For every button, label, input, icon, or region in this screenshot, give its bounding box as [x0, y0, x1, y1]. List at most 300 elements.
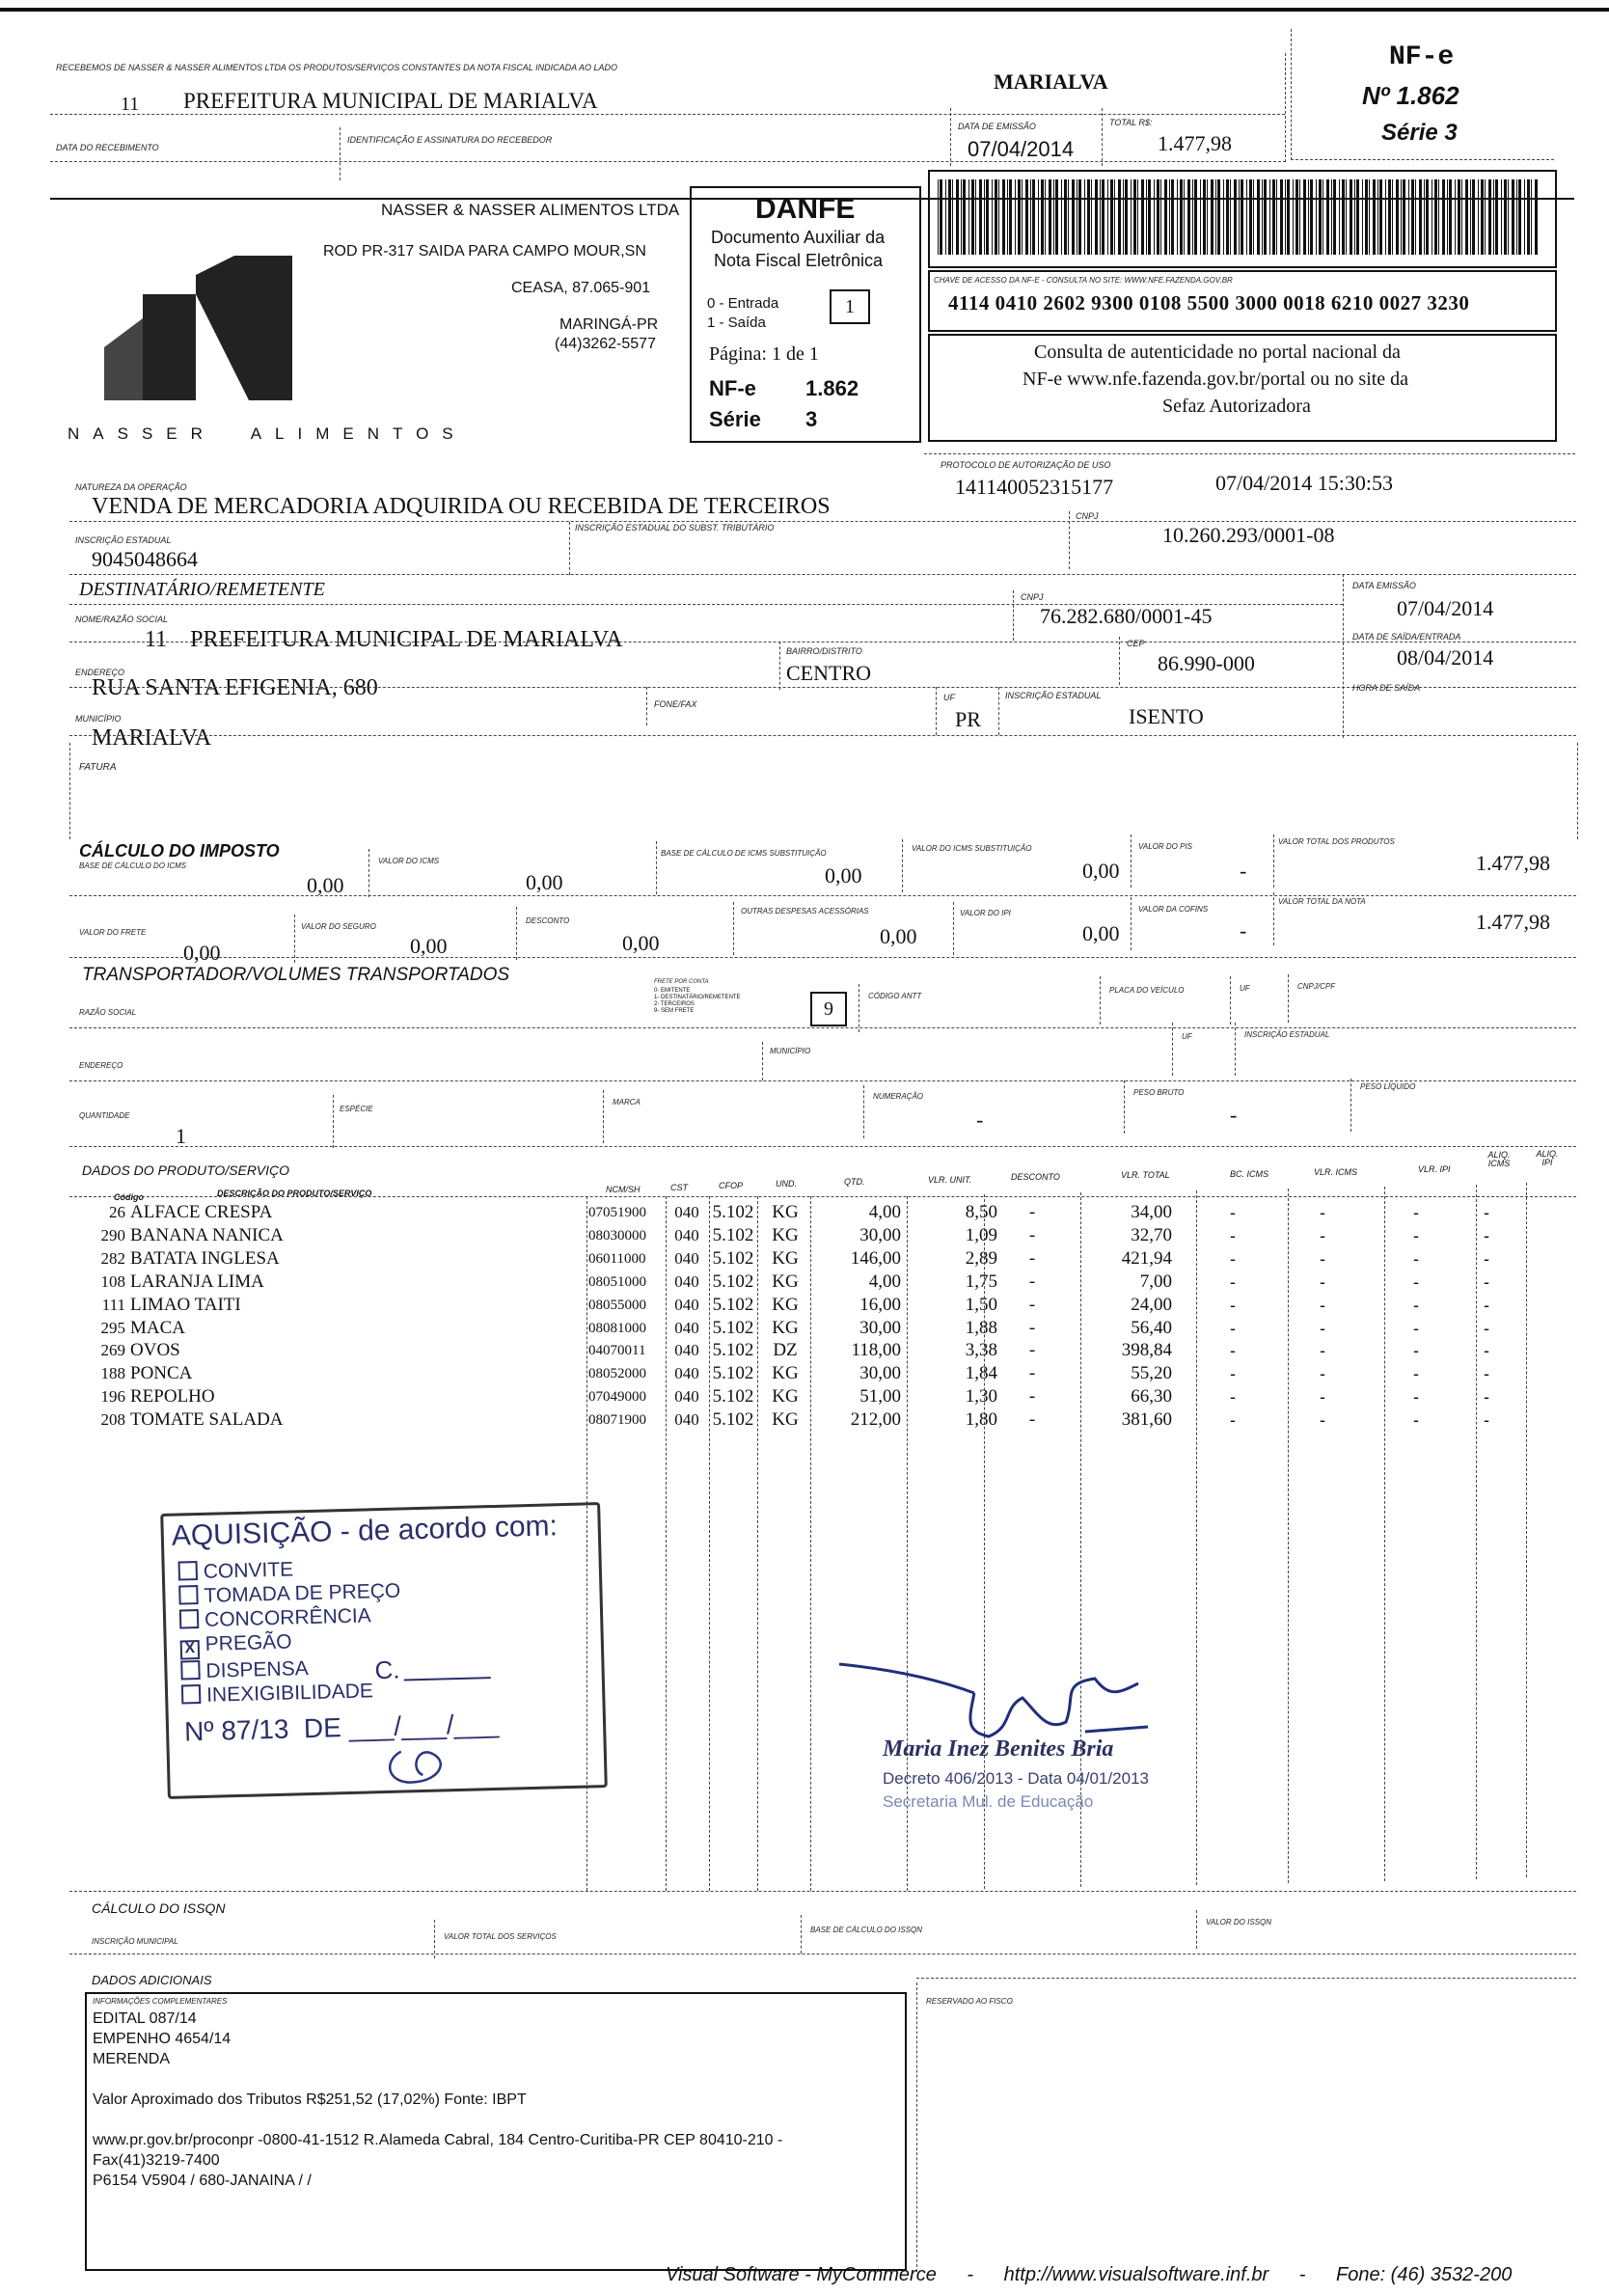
numbering-value: -: [976, 1107, 984, 1132]
cell-dash: -: [1230, 1318, 1236, 1338]
barcode-bar: [1262, 179, 1263, 255]
freight-value-box: [810, 992, 847, 1026]
protocol-number: 141140052315177: [955, 475, 1114, 499]
additional-line: Fax(41)3219-7400: [93, 2152, 220, 2169]
barcode-bar: [1419, 179, 1422, 255]
barcode-bar: [1408, 179, 1409, 255]
barcode-bar: [1516, 179, 1517, 255]
ipi-label: VALOR DO IPI: [960, 909, 1011, 917]
barcode-bar: [1061, 179, 1062, 255]
cell-total: 381,60: [1121, 1409, 1172, 1431]
rec-vline-right: [1343, 574, 1344, 738]
barcode-bar: [1424, 179, 1425, 255]
barcode-bar: [1207, 179, 1208, 255]
col-line-aliq: [1476, 1185, 1477, 1879]
discount-value: 0,00: [622, 931, 660, 955]
table-row: [96, 1385, 1582, 1408]
cell-ncm: 08055000: [588, 1297, 646, 1313]
invoice-box: [69, 743, 1578, 839]
company-label: RAZÃO SOCIAL: [79, 1008, 137, 1017]
cell-price: 1,09: [965, 1224, 997, 1245]
cell-dash: -: [1413, 1341, 1419, 1361]
receipt-divider: [50, 114, 1285, 115]
recipient-district: CENTRO: [786, 661, 871, 685]
barcode-bar: [1123, 179, 1124, 255]
cell-unit: DZ: [773, 1340, 798, 1361]
insurance-label: VALOR DO SEGURO: [301, 922, 376, 931]
issqn-v3: [1196, 1910, 1197, 1949]
barcode-bar: [1287, 179, 1290, 255]
barcode-bar: [1030, 179, 1031, 255]
barcode-bar: [1091, 179, 1092, 255]
barcode-bar: [1072, 179, 1075, 255]
cell-cst: 040: [674, 1410, 699, 1430]
barcode-bar: [1203, 179, 1206, 255]
barcode-bar: [1102, 179, 1104, 255]
rec-vline-cnpj: [1013, 590, 1014, 641]
tax-v4: [1131, 834, 1132, 888]
table-row: [96, 1201, 1582, 1224]
issuer-phone: (44)3262-5577: [555, 336, 656, 352]
barcode-bar: [1264, 179, 1267, 255]
cell-unit: KG: [772, 1317, 799, 1338]
additional-line: [93, 2069, 782, 2090]
cell-cst: 040: [674, 1248, 699, 1268]
th-unit: UND.: [776, 1179, 797, 1189]
cell-qty: 16,00: [859, 1294, 901, 1315]
tax-v5: [1273, 834, 1274, 888]
tr-line-1: [69, 1027, 1576, 1028]
cell-desc: MACA: [130, 1317, 186, 1338]
cell-total: 55,20: [1131, 1363, 1172, 1384]
barcode-bar: [1217, 179, 1220, 255]
issqn-topline: [69, 1891, 1576, 1892]
cell-ncm: 08071900: [588, 1412, 646, 1429]
barcode-bar: [992, 179, 993, 255]
tax-section: CÁLCULO DO IMPOSTO: [79, 841, 280, 861]
cell-dash: -: [1230, 1271, 1236, 1292]
barcode-bar: [1272, 179, 1275, 255]
barcode-bar: [1356, 179, 1359, 255]
cell-dash: -: [1413, 1410, 1419, 1431]
receipt-text: RECEBEMOS DE NASSER & NASSER ALIMENTOS LTDA OS PRODUTOS/SERVIÇOS CONSTANTES DA NOTA FISCAL INDICADA AO LADO: [56, 63, 617, 72]
barcode-bar: [1211, 179, 1214, 255]
danfe-page: Página: 1 de 1: [709, 343, 819, 365]
col-line-unit: [757, 1196, 758, 1891]
cell-total: 66,30: [1131, 1386, 1172, 1408]
recipient-section: DESTINATÁRIO/REMETENTE: [79, 579, 325, 600]
tr-line-3: [69, 1146, 1576, 1147]
date-received-label: DATA DO RECEBIMENTO: [56, 143, 159, 152]
barcode-bar: [1095, 179, 1098, 255]
freight-opt-2: 2- TERCEIROS: [654, 1001, 695, 1007]
barcode-bar: [1293, 179, 1294, 255]
barcode-bar: [1087, 179, 1090, 255]
barcode-bar: [1495, 179, 1498, 255]
receipt-vline-3: [1102, 108, 1103, 166]
barcode-bar: [1148, 179, 1151, 255]
receiver-code: 11: [121, 94, 140, 115]
barcode-bar: [1041, 179, 1044, 255]
th-desc: DESCRIÇÃO DO PRODUTO/SERVIÇO: [217, 1189, 372, 1198]
cell-qty: 4,00: [868, 1202, 901, 1222]
barcode-bar: [979, 179, 982, 255]
cell-price: 8,50: [965, 1202, 997, 1222]
phone-label: FONE/FAX: [654, 699, 697, 709]
rec-vline-uf: [936, 687, 937, 735]
danfe-subtitle-2: Nota Fiscal Eletrônica: [714, 251, 884, 270]
cell-total: 7,00: [1139, 1271, 1172, 1292]
barcode-bar: [1388, 179, 1391, 255]
cell-discount: -: [1028, 1317, 1036, 1338]
cell-dash: -: [1484, 1341, 1489, 1361]
cell-price: 1,88: [965, 1317, 997, 1338]
base-st: 0,00: [825, 863, 862, 888]
col-line-ipi: [1384, 1187, 1385, 1881]
barcode-bar: [1392, 179, 1393, 255]
th-bc-icms: BC. ICMS: [1230, 1169, 1269, 1179]
cell-total: 32,70: [1131, 1224, 1172, 1245]
barcode-bar: [1535, 179, 1538, 255]
cnpj-label: CNPJ: [1076, 511, 1099, 521]
qty-value: 1: [176, 1124, 186, 1148]
issuer-district: CEASA, 87.065-901: [511, 280, 651, 296]
ipi-value: 0,00: [1082, 921, 1120, 945]
tr-v11: [1124, 1080, 1125, 1134]
cell-dash: -: [1230, 1295, 1236, 1315]
th-code: Código: [114, 1192, 144, 1202]
cell-price: 1,84: [965, 1363, 997, 1384]
cell-unit: KG: [772, 1386, 799, 1408]
barcode-bar: [1472, 179, 1475, 255]
barcode-bar: [1524, 179, 1525, 255]
cell-total: 56,40: [1131, 1317, 1172, 1338]
other-value: 0,00: [880, 924, 917, 948]
table-row: [96, 1317, 1582, 1340]
barcode-bar: [1385, 179, 1386, 255]
barcode-bar: [1299, 179, 1300, 255]
pis-label: VALOR DO PIS: [1138, 842, 1193, 851]
table-row: [96, 1362, 1582, 1385]
col-line-cfop: [709, 1196, 710, 1891]
nfe-top-label: NF-e: [1389, 42, 1455, 72]
barcode-bar: [998, 179, 999, 255]
cell-discount: -: [1028, 1224, 1036, 1245]
barcode-bar: [952, 179, 953, 255]
cell-code: 26: [109, 1203, 125, 1221]
barcode-bar: [1160, 179, 1161, 255]
cell-qty: 30,00: [859, 1317, 901, 1338]
cell-cfop: 5.102: [712, 1340, 754, 1361]
barcode-bar: [1200, 179, 1201, 255]
barcode-bar: [1025, 179, 1028, 255]
barcode-bar: [940, 179, 942, 255]
barcode-bar: [1038, 179, 1039, 255]
col-line-icms: [1288, 1189, 1289, 1883]
th-vlr-icms: VLR. ICMS: [1314, 1167, 1358, 1177]
tr-v8: [333, 1095, 334, 1148]
cell-dash: -: [1413, 1203, 1419, 1222]
freight-value-text: 9: [824, 998, 833, 1020]
barcode-bar: [956, 179, 959, 255]
stamp-option-label: CONVITE: [203, 1558, 294, 1583]
danfe-title: DANFE: [755, 193, 856, 225]
additional-line: Valor Aproximado dos Tributos R$251,52 (17,02%) Fonte: IBPT: [93, 2091, 527, 2108]
receipt-vline-2: [950, 108, 951, 166]
cell-dash: -: [1230, 1203, 1236, 1222]
recipient-uf: PR: [955, 707, 981, 731]
barcode-bar: [1362, 179, 1363, 255]
products-header-line: [69, 1196, 1576, 1197]
ie-st-label: INSCRIÇÃO ESTADUAL DO SUBST. TRIBUTÁRIO: [575, 523, 775, 533]
base-icms: 0,00: [307, 873, 344, 897]
th-vlr-ipi: VLR. IPI: [1418, 1164, 1451, 1174]
cell-dash: -: [1413, 1318, 1419, 1338]
table-row: [96, 1271, 1582, 1294]
gross-value: -: [1230, 1103, 1238, 1127]
barcode-bar: [1230, 179, 1231, 255]
additional-section: DADOS ADICIONAIS: [92, 1973, 212, 1987]
barcode-bar: [961, 179, 962, 255]
barcode-bar: [995, 179, 997, 255]
barcode-bar: [1350, 179, 1352, 255]
cell-cfop: 5.102: [712, 1317, 754, 1338]
barcode-bar: [1411, 179, 1414, 255]
products-section: DADOS DO PRODUTO/SERVIÇO: [82, 1162, 289, 1178]
ie-label: INSCRIÇÃO ESTADUAL: [75, 535, 172, 545]
cell-code: 269: [100, 1341, 125, 1360]
additional-line: MERENDA: [93, 2051, 171, 2067]
issqn-base-label: BASE DE CÁLCULO DO ISSQN: [810, 1926, 923, 1934]
op-line-2: [69, 574, 1576, 575]
rec-line-2: [69, 687, 1576, 688]
footer-sep-2: -: [1298, 2264, 1306, 2285]
rec-vline-ie: [998, 687, 999, 735]
tax-v10: [1131, 897, 1132, 950]
barcode-bar: [1169, 179, 1170, 255]
barcode-bar: [1458, 179, 1460, 255]
danfe-nfe-number: 1.862: [805, 376, 859, 400]
barcode-bar: [1002, 179, 1005, 255]
barcode-bar: [1442, 179, 1445, 255]
nfe-top-number: Nº 1.862: [1362, 81, 1459, 110]
exit-label: DATA DE SAÍDA/ENTRADA: [1352, 632, 1461, 642]
barcode-bar: [1504, 179, 1507, 255]
cell-qty: 4,00: [868, 1271, 901, 1292]
emission-date: 07/04/2014: [1397, 596, 1494, 620]
danfe-nfe-label: NF-e: [709, 376, 756, 400]
barcode-bar: [1007, 179, 1008, 255]
cell-qty: 146,00: [850, 1247, 901, 1269]
cell-total: 34,00: [1131, 1202, 1172, 1222]
insurance-value: 0,00: [410, 934, 448, 958]
top-black-line: [0, 8, 1609, 12]
cnpj-value: 10.260.293/0001-08: [1162, 523, 1335, 547]
barcode-bar: [1377, 179, 1378, 255]
footer-software: Visual Software - MyCommerce: [666, 2264, 937, 2285]
cell-unit: KG: [772, 1294, 799, 1315]
barcode-bar: [1084, 179, 1085, 255]
cell-total: 24,00: [1131, 1294, 1172, 1315]
cell-cst: 040: [674, 1364, 699, 1383]
cell-dash: -: [1230, 1387, 1236, 1408]
stamp-option-label: DISPENSA: [205, 1657, 309, 1682]
barcode-bar: [1234, 179, 1237, 255]
tax-v7: [516, 907, 517, 960]
stamp-c-line: [404, 1677, 491, 1681]
receiver-name: PREFEITURA MUNICIPAL DE MARIALVA: [183, 89, 598, 113]
signature-name: Maria Inez Benites Bria: [883, 1736, 1114, 1762]
barcode-bar: [971, 179, 974, 255]
barcode-bar: [945, 179, 946, 255]
danfe-entrada: 0 - Entrada: [707, 295, 779, 312]
barcode-bar: [968, 179, 969, 255]
stamp-c-label: C.: [374, 1654, 400, 1685]
cell-qty: 30,00: [859, 1363, 901, 1384]
signature-label: IDENTIFICAÇÃO E ASSINATURA DO RECEBEDOR: [347, 135, 553, 145]
transport-city-label: MUNICÍPIO: [770, 1047, 811, 1055]
cell-dash: -: [1230, 1410, 1236, 1431]
danfe-type-value: 1: [845, 296, 855, 317]
col-line-bc: [1196, 1190, 1197, 1885]
cell-ncm: 07051900: [588, 1205, 646, 1220]
consult-line-3: Sefaz Autorizadora: [1162, 396, 1311, 417]
barcode-bar: [1426, 179, 1429, 255]
tax-v11: [1273, 892, 1274, 945]
tax-line-2: [69, 957, 1576, 958]
cell-dash: -: [1484, 1387, 1489, 1408]
barcode-bar: [1346, 179, 1347, 255]
cell-dash: -: [1230, 1248, 1236, 1269]
cell-dash: -: [1484, 1295, 1489, 1315]
th-cfop: CFOP: [719, 1181, 744, 1190]
cell-dash: -: [1413, 1364, 1419, 1384]
tr-v7: [1235, 1023, 1236, 1076]
barcode-bar: [1501, 179, 1502, 255]
op-line-1: [69, 521, 1576, 522]
cell-cst: 040: [674, 1225, 699, 1244]
danfe-serie-number: 3: [805, 407, 818, 431]
barcode-bar: [1049, 179, 1051, 255]
tax-v8: [733, 902, 734, 955]
barcode-bar: [948, 179, 951, 255]
freight-by-label: FRETE POR CONTA: [654, 979, 709, 985]
barcode-bar: [1354, 179, 1355, 255]
cell-dash: -: [1413, 1248, 1419, 1269]
barcode-bar: [1249, 179, 1252, 255]
cell-total: 421,94: [1121, 1247, 1172, 1269]
cell-ncm: 08051000: [588, 1273, 646, 1290]
barcode-bar: [1326, 179, 1329, 255]
recipient-address: RUA SANTA EFIGENIA, 680: [92, 675, 378, 700]
qty-label: QUANTIDADE: [79, 1111, 130, 1120]
invoice-total-label: VALOR TOTAL DA NOTA: [1278, 897, 1366, 906]
fisco-topline: [916, 1978, 1576, 1979]
barcode-bar: [1192, 179, 1193, 255]
tax-line-1: [69, 895, 1576, 896]
barcode-bar: [1512, 179, 1514, 255]
base-st-label: BASE DE CÁLCULO DE ICMS SUBSTITUIÇÃO: [661, 849, 827, 858]
cell-unit: KG: [772, 1409, 799, 1431]
barcode-bar: [1078, 179, 1081, 255]
footer-url[interactable]: http://www.visualsoftware.inf.br: [1003, 2264, 1269, 2285]
barcode-bar: [1226, 179, 1229, 255]
invoice-label: FATURA: [79, 762, 117, 773]
barcode-bar: [1032, 179, 1035, 255]
barcode-bar: [1434, 179, 1437, 255]
barcode-bar: [1276, 179, 1277, 255]
barcode-bar: [1333, 179, 1336, 255]
cofins-label: VALOR DA COFINS: [1138, 905, 1209, 914]
cell-desc: OVOS: [130, 1340, 180, 1361]
tr-v5: [762, 1042, 763, 1080]
barcode-bar: [1481, 179, 1484, 255]
barcode-bar: [1531, 179, 1532, 255]
barcode-bar: [1447, 179, 1448, 255]
stamp-checkbox: [180, 1660, 201, 1681]
cell-cfop: 5.102: [712, 1363, 754, 1384]
cell-ncm: 08081000: [588, 1320, 646, 1336]
recipient-name-label: NOME/RAZÃO SOCIAL: [75, 615, 169, 624]
cell-code: 188: [100, 1364, 125, 1383]
cell-dash: -: [1320, 1387, 1325, 1408]
cell-dash: -: [1413, 1295, 1419, 1315]
stamp-checkbox: [178, 1561, 199, 1581]
issuer-address: ROD PR-317 SAIDA PARA CAMPO MOUR,SN: [323, 243, 646, 260]
cell-unit: KG: [772, 1224, 799, 1245]
rec-vline-phone: [646, 687, 647, 725]
table-row: [96, 1294, 1582, 1317]
cell-desc: REPOLHO: [130, 1386, 215, 1408]
cell-dash: -: [1320, 1248, 1325, 1269]
recipient-cnpj: 76.282.680/0001-45: [1040, 604, 1213, 628]
pis-value: -: [1240, 859, 1247, 883]
rec-vline-cep: [1119, 637, 1120, 685]
cell-discount: -: [1028, 1409, 1036, 1431]
issqn-v1: [434, 1920, 435, 1958]
access-key-label: CHAVE DE ACESSO DA NF-E - CONSULTA NO SITE: WWW.NFE.FAZENDA.GOV.BR: [934, 276, 1233, 285]
species-label: ESPÉCIE: [340, 1105, 373, 1113]
issqn-services-label: VALOR TOTAL DOS SERVIÇOS: [444, 1932, 557, 1941]
tax-v3: [902, 839, 903, 892]
stamp-number-line: Nº 87/13 DE ___/___/___: [183, 1708, 500, 1747]
barcode-bar: [1022, 179, 1023, 255]
cell-desc: LIMAO TAITI: [130, 1294, 241, 1315]
cell-dash: -: [1484, 1271, 1489, 1292]
antt-label: CÓDIGO ANTT: [868, 992, 922, 1000]
cell-dash: -: [1413, 1387, 1419, 1408]
issqn-municipal-label: INSCRIÇÃO MUNICIPAL: [92, 1937, 178, 1946]
freight-label: VALOR DO FRETE: [79, 928, 147, 937]
barcode-bar: [938, 179, 939, 255]
cell-desc: ALFACE CRESPA: [130, 1202, 273, 1222]
additional-line: EMPENHO 4654/14: [93, 2031, 232, 2047]
tr-v9: [603, 1090, 604, 1143]
barcode-bar: [1342, 179, 1345, 255]
cell-dash: -: [1413, 1225, 1419, 1245]
issuer-logo: [104, 256, 321, 400]
freight-opt-3: 9- SEM FRETE: [654, 1008, 695, 1014]
icms-st-label: VALOR DO ICMS SUBSTITUIÇÃO: [912, 844, 1032, 853]
additional-info-label: INFORMAÇÕES COMPLEMENTARES: [93, 1997, 228, 2006]
danfe-saida: 1 - Saída: [707, 314, 766, 331]
emission-label: DATA EMISSÃO: [1352, 581, 1416, 590]
cell-dash: -: [1230, 1364, 1236, 1384]
uf-label: UF: [943, 693, 955, 702]
barcode-bar: [1269, 179, 1270, 255]
nfe-top-series: Série 3: [1381, 120, 1458, 146]
barcode-bar: [1518, 179, 1521, 255]
